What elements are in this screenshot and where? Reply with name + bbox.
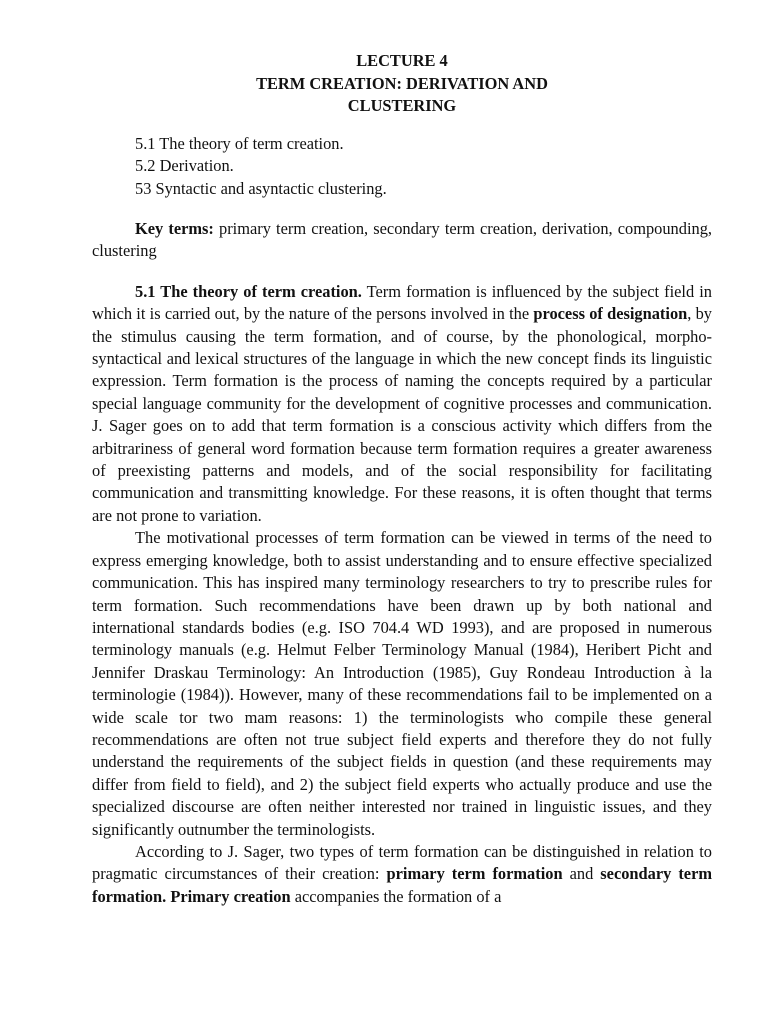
section-5-1-paragraph-1 [92,281,712,527]
key-terms-paragraph [92,218,712,263]
section-5-1-heading: 5.1 The theory of term creation. [135,281,362,301]
lecture-title-line-2: CLUSTERING [347,96,457,116]
key-terms-label: Key terms: [135,219,214,238]
lecture-title-line-1: TERM CREATION: DERIVATION AND [256,73,548,93]
contents-item: 5.1 The theory of term creation. [135,133,344,153]
document-page [92,50,712,908]
bold-term: secondary term formation. [92,864,712,906]
section-5-1-paragraph-2: The motivational processes of term formation can be viewed in terms of the need to express emerging knowledge, both to assist understanding and to ensure effective specialized communication. This has inspired many terminology researchers to try to prescribe rules for term formation. Such recommendations have been drawn up by both national and international standards bodies (e.g. ISO 704.4 WD 1993), and are proposed in numerous terminology manuals (e.g. Helmut Felber Terminology Manual (1984), Heribert Picht and Jennifer Draskau Terminology: An Introduction (1985), Guy Rondeau Introduction à la terminologie (1984)). However, many of these recommendations fail to be implemented on a wide scale tor two mam reasons: 1) the terminologists who compile these general recommendations are often not true subject field experts and therefore they do not fully understand the requirements of the subject fields in question (and these requirements may differ from field to field), and 2) the subject field experts who actually produce and use the specialized discourse are often neither interested nor trained in linguistic issues, and they significantly outnumber the terminologists. [92,528,712,839]
contents-item: 5.2 Derivation. [135,156,234,176]
section-5-1-paragraph-3 [92,841,712,908]
contents-list [135,133,712,200]
paragraph-text: accompanies the formation of a [290,886,502,906]
lecture-number: LECTURE 4 [356,51,448,70]
key-terms-text: primary term creation, secondary term creation, derivation, compounding, clustering [92,219,712,261]
paragraph-text: and [562,864,601,884]
paragraph-text: Term formation is influenced by the subject field in which it is carried out, by the nature of the persons involved in the [92,281,712,324]
contents-item: 53 Syntactic and asyntactic clustering. [135,178,387,198]
paragraph-text: , by the stimulus causing the term formation, and of course, by the phonological, morpho-syntactical and lexical structures of the language in which the new concept finds its linguistic expression. Term formation is the process of naming the concepts required by a particular special language community for the development of cognitive processes and communication. J. Sager goes on to add that term formation is a conscious activity which differs from the arbitrariness of general word formation because term formation requires a greater awareness of preexisting patterns and models, and of the social responsibility for facilitating communication and transmitting knowledge. For these reasons, it is often thought that terms are not prone to variation. [92,304,713,525]
bold-term: Primary creation [170,886,291,906]
bold-term: process of designation [533,304,688,324]
paragraph-text: According to J. Sager, two types of term formation can be distinguished in relation to pragmatic circumstances of their creation: [92,841,712,884]
bold-term: primary term formation [386,864,563,884]
